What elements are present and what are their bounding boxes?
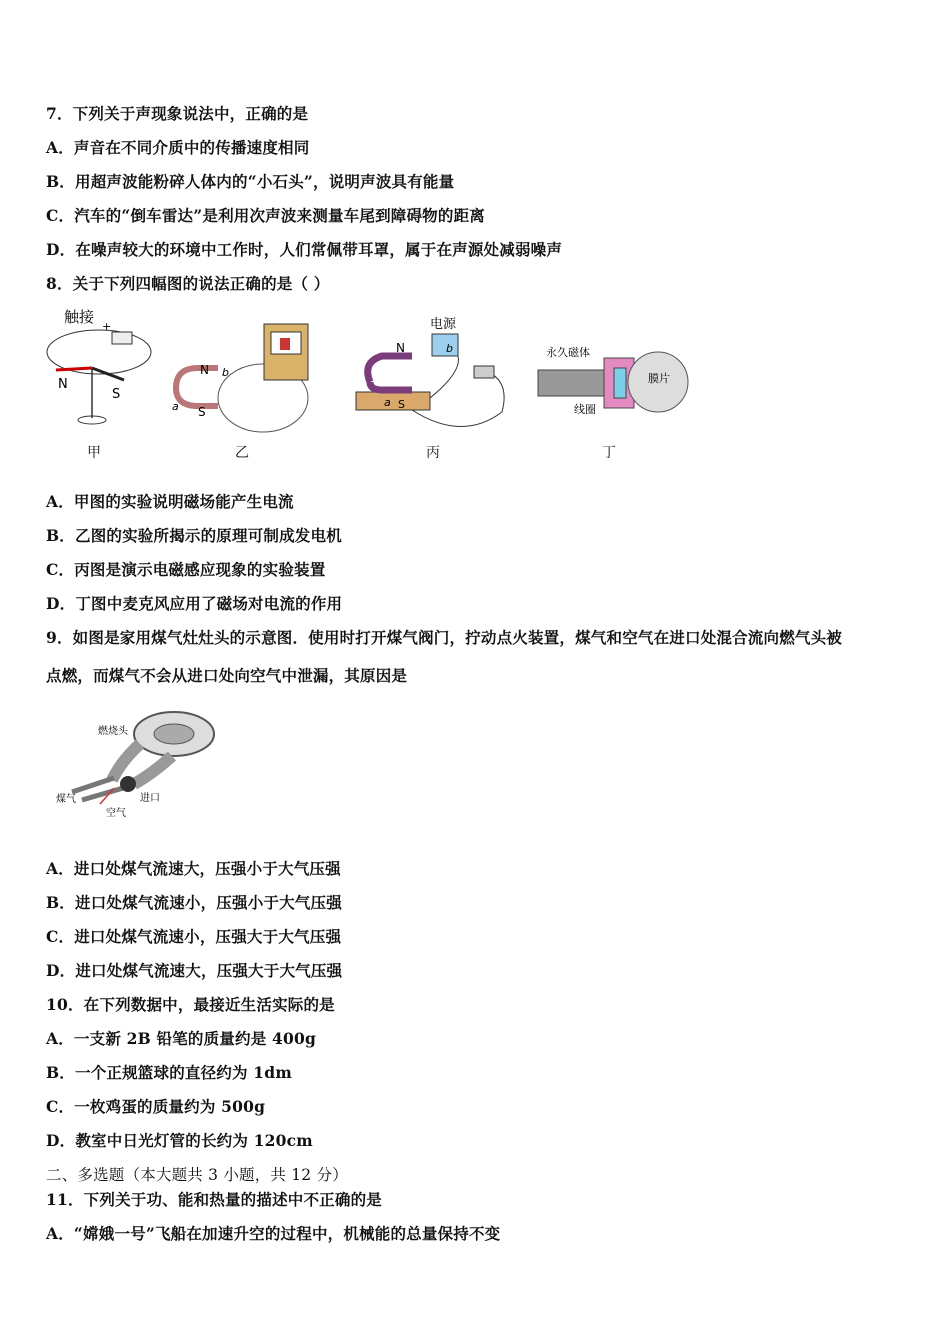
- section-2-heading: 二、多选题（本大题共 3 小题，共 12 分）: [46, 1166, 348, 1184]
- bing-power-box: [432, 334, 458, 356]
- q8-option-d: D．丁图中麦克风应用了磁场对电流的作用: [46, 594, 343, 613]
- q9-option-b: B．进口处煤气流速小，压强小于大气压强: [46, 893, 342, 912]
- bing-a-label: a: [384, 396, 391, 409]
- figure-jia-caption: 甲: [87, 445, 101, 461]
- figure-gas-burner: [52, 700, 217, 825]
- q8-option-c: C．丙图是演示电磁感应现象的实验装置: [46, 560, 326, 579]
- q9-stem-line1: 9．如图是家用煤气灶灶头的示意图．使用时打开煤气阀门，拧动点火装置，煤气和空气在进口处混合流向燃气头被: [46, 628, 842, 647]
- gas-label: 煤气: [56, 794, 76, 805]
- q7-stem: 7．下列关于声现象说法中，正确的是: [46, 104, 309, 123]
- burner-head-inner: [154, 724, 194, 744]
- bing-power-label: 电源: [430, 317, 457, 332]
- q8-option-b: B．乙图的实验所揭示的原理可制成发电机: [46, 526, 342, 545]
- q7-option-b: B．用超声波能粉碎人体内的“小石头”，说明声波具有能量: [46, 172, 455, 191]
- jia-needle-north: [56, 368, 92, 370]
- yi-meter-needle: [280, 338, 290, 350]
- bing-board: [356, 392, 430, 410]
- jia-wire-loop: [47, 330, 151, 374]
- q7-option-c: C．汽车的“倒车雷达”是利用次声波来测量车尾到障碍物的距离: [46, 206, 485, 225]
- q10-stem: 10．在下列数据中，最接近生活实际的是: [46, 995, 335, 1014]
- jia-n-label: N: [58, 377, 68, 392]
- inlet-label: 进口: [140, 793, 160, 804]
- bing-n-label: N: [396, 341, 405, 355]
- ding-magnet-label: 永久磁体: [546, 346, 590, 359]
- bing-wire-1: [430, 356, 458, 398]
- figure-yi: [168, 318, 313, 438]
- ding-coil-label: 线圈: [574, 403, 596, 416]
- air-label: 空气: [106, 808, 126, 819]
- bing-switch: [474, 366, 494, 378]
- burner-label: 燃烧头: [98, 726, 128, 737]
- ding-handle: [538, 370, 606, 396]
- q10-option-d: D．教室中日光灯管的长约为 120cm: [46, 1131, 313, 1150]
- figure-ding-caption: 丁: [602, 445, 616, 461]
- q9-option-c: C．进口处煤气流速小，压强大于大气压强: [46, 927, 342, 946]
- yi-u-magnet: [176, 368, 218, 406]
- figure-bing-caption: 丙: [426, 445, 440, 461]
- figure-ding: [536, 340, 696, 420]
- ding-coil: [614, 368, 626, 398]
- figure-bing: [352, 312, 512, 437]
- burner-pipe-upper: [112, 744, 140, 780]
- q9-option-a: A．进口处煤气流速大，压强小于大气压强: [46, 859, 341, 878]
- q9-stem-line2: 点燃，而煤气不会从进口处向空气中泄漏，其原因是: [46, 666, 408, 685]
- bing-b-label: b: [446, 342, 453, 355]
- jia-touch-label: 触接: [64, 308, 95, 326]
- q8-stem: 8．关于下列四幅图的说法正确的是（ ）: [46, 274, 330, 293]
- q11-stem: 11．下列关于功、能和热量的描述中不正确的是: [46, 1190, 382, 1209]
- q7-option-d: D．在噪声较大的环境中工作时，人们常佩带耳罩，属于在声源处减弱噪声: [46, 240, 563, 259]
- burner-pipe-lower: [134, 756, 172, 784]
- inlet-opening: [120, 776, 136, 792]
- q11-option-a: A．“嫦娥一号”飞船在加速升空的过程中，机械能的总量保持不变: [46, 1224, 501, 1243]
- jia-battery: [112, 332, 132, 344]
- bing-s-label: S: [398, 398, 405, 411]
- figure-jia: [44, 300, 159, 440]
- q10-option-c: C．一枚鸡蛋的质量约为 500g: [46, 1097, 266, 1116]
- q8-option-a: A．甲图的实验说明磁场能产生电流: [46, 492, 294, 511]
- q9-option-d: D．进口处煤气流速大，压强大于大气压强: [46, 961, 343, 980]
- q7-option-a: A．声音在不同介质中的传播速度相同: [46, 138, 310, 157]
- yi-a-label: a: [172, 400, 179, 413]
- figure-yi-caption: 乙: [235, 445, 249, 461]
- yi-n-label: N: [200, 363, 209, 377]
- bing-u-magnet: [368, 356, 412, 390]
- yi-s-label: S: [198, 405, 206, 419]
- jia-plus-label: +: [102, 320, 112, 333]
- q10-option-a: A．一支新 2B 铅笔的质量约是 400g: [46, 1029, 316, 1048]
- jia-s-label: S: [112, 387, 121, 402]
- ding-film-label: 膜片: [648, 372, 670, 385]
- yi-b-label: b: [222, 366, 229, 379]
- q10-option-b: B．一个正规篮球的直径约为 1dm: [46, 1063, 292, 1082]
